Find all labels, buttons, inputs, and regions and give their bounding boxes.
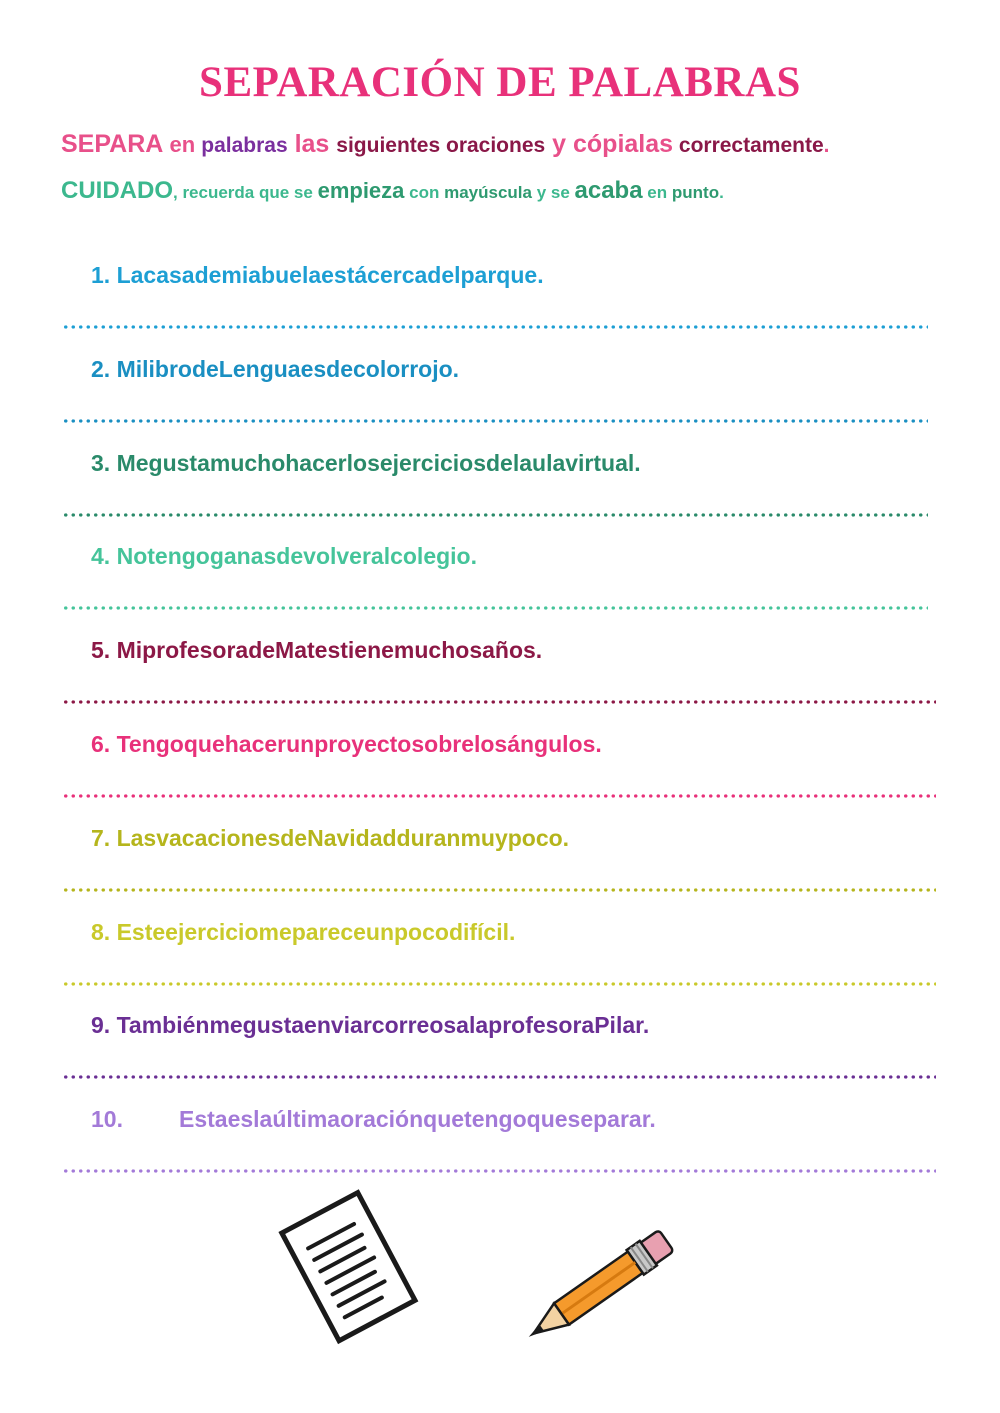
exercise-number: 9. bbox=[91, 1012, 111, 1039]
instruction-word: . bbox=[719, 183, 724, 202]
document-icon bbox=[268, 1188, 428, 1348]
exercise-number: 1. bbox=[91, 262, 111, 288]
exercise-sentence: Estaeslaúltimaoraciónquetengoqueseparar. bbox=[179, 1106, 656, 1133]
exercise-number: 2. bbox=[91, 355, 111, 382]
exercise-item bbox=[91, 825, 569, 852]
answer-line[interactable] bbox=[62, 982, 936, 986]
instruction-word: . bbox=[823, 134, 830, 157]
instruction-word: palabras bbox=[201, 134, 288, 157]
exercise-sentence: MiprofesoradeMatestienemuchosaños. bbox=[116, 637, 543, 664]
instruction-word: acaba bbox=[574, 177, 643, 204]
instruction-word: siguientes oraciones bbox=[336, 134, 546, 157]
exercise-sentence: MilibrodeLenguaesdecolorrojo. bbox=[116, 355, 460, 382]
exercise-number: 6. bbox=[91, 731, 111, 757]
exercise-item bbox=[91, 262, 544, 289]
exercise-sentence: LasvacacionesdeNavidadduranmuypoco. bbox=[116, 824, 570, 851]
exercise-sentence: Esteejerciciomepareceunpocodifícil. bbox=[116, 918, 516, 945]
exercise-number: 10. bbox=[91, 1106, 123, 1133]
instruction-word: en bbox=[642, 183, 672, 202]
exercise-sentence: Megustamuchohacerlosejerciciosdelaulavirtual. bbox=[116, 449, 641, 476]
page-title: SEPARACIÓN DE PALABRAS bbox=[199, 59, 801, 106]
instruction-word: las bbox=[287, 130, 337, 158]
instruction-word: correctamente bbox=[673, 134, 824, 157]
instruction-word: y bbox=[545, 130, 573, 158]
instruction-word: cópialas bbox=[573, 130, 674, 158]
exercise-sentence: Tengoquehacerunproyectosobrelosángulos. bbox=[116, 731, 602, 757]
answer-line[interactable] bbox=[62, 700, 936, 704]
exercise-item bbox=[91, 1106, 656, 1133]
exercise-item bbox=[91, 637, 542, 664]
instruction-careful bbox=[61, 177, 724, 205]
answer-line[interactable] bbox=[62, 794, 936, 798]
exercise-sentence: TambiénmegustaenviarcorreosalaprofesoraPilar. bbox=[116, 1012, 650, 1039]
instruction-word: CUIDADO bbox=[61, 177, 173, 204]
answer-line[interactable] bbox=[62, 888, 936, 892]
instruction-word: punto bbox=[671, 183, 720, 202]
exercise-item bbox=[91, 1012, 649, 1039]
instruction-word: y se bbox=[531, 183, 575, 202]
exercise-item bbox=[91, 356, 459, 383]
exercise-number: 4. bbox=[91, 543, 111, 570]
answer-line[interactable] bbox=[62, 419, 928, 423]
exercise-item bbox=[91, 919, 515, 946]
instruction-word: SEPARA bbox=[61, 130, 164, 158]
exercise-sentence: Lacasademiabuelaestácercadelparque. bbox=[116, 262, 544, 288]
instruction-separate bbox=[61, 130, 829, 159]
exercise-item bbox=[91, 731, 602, 758]
pencil-icon bbox=[505, 1222, 695, 1352]
answer-line[interactable] bbox=[62, 325, 928, 329]
answer-line[interactable] bbox=[62, 606, 928, 610]
exercise-item bbox=[91, 450, 641, 477]
exercise-number: 8. bbox=[91, 918, 111, 945]
answer-line[interactable] bbox=[62, 1169, 936, 1173]
answer-line[interactable] bbox=[62, 513, 928, 517]
exercise-number: 3. bbox=[91, 449, 111, 476]
answer-line[interactable] bbox=[62, 1075, 936, 1079]
exercise-sentence: Notengoganasdevolveralcolegio. bbox=[116, 543, 477, 570]
exercise-number: 5. bbox=[91, 637, 111, 664]
exercise-item bbox=[91, 543, 477, 570]
instruction-word: en bbox=[163, 132, 202, 157]
exercise-number: 7. bbox=[91, 824, 111, 851]
instruction-word: , recuerda que se bbox=[173, 183, 318, 202]
instruction-word: mayúscula bbox=[444, 183, 532, 202]
instruction-word: empieza bbox=[317, 178, 405, 203]
instruction-word: con bbox=[404, 183, 445, 202]
